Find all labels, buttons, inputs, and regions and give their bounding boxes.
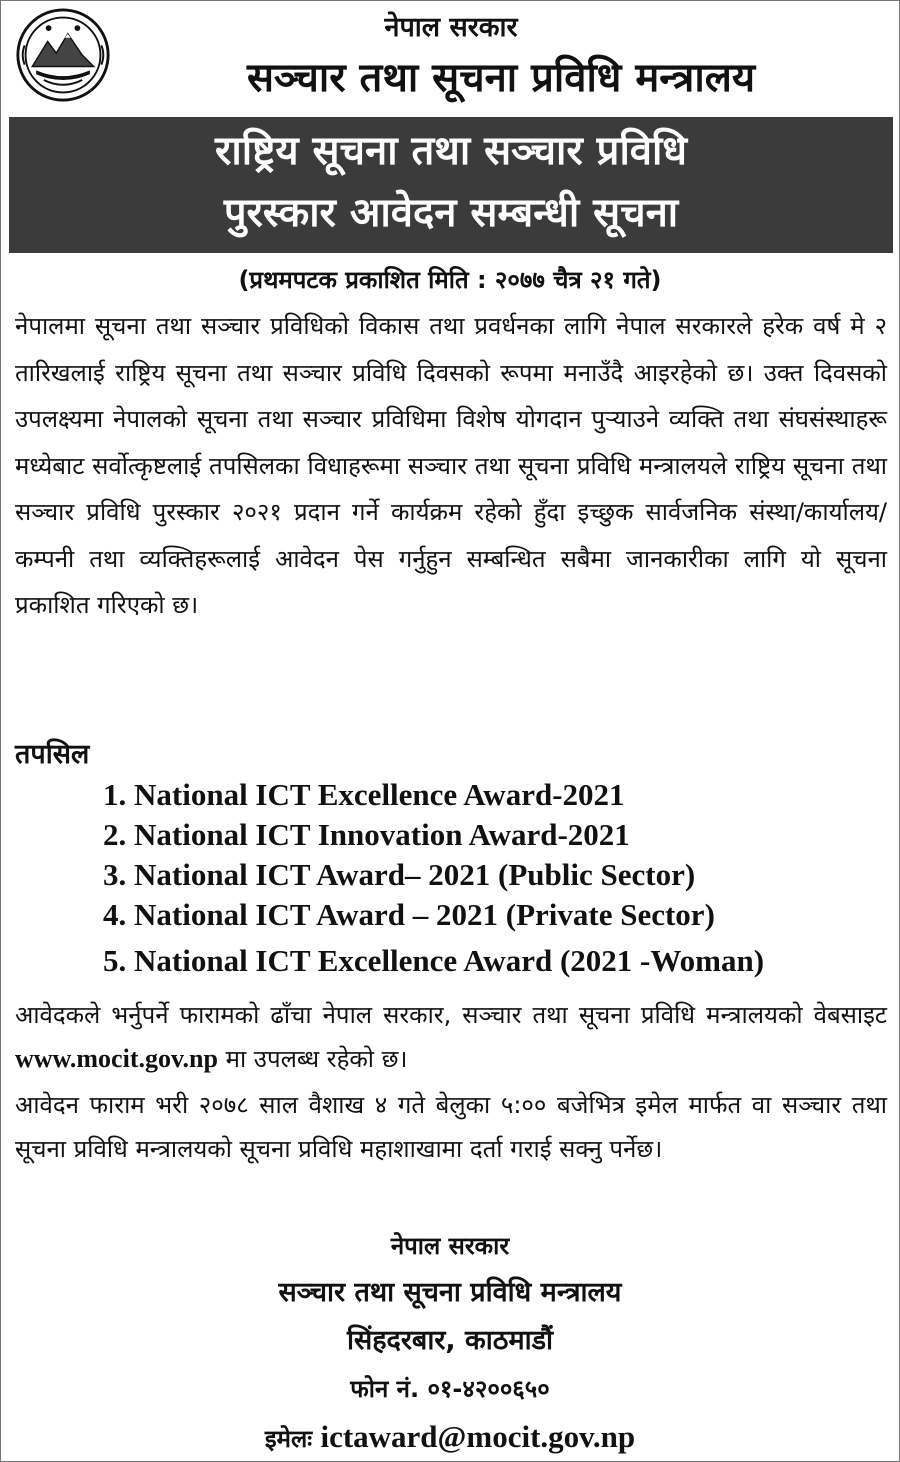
signature-address: सिंहदरबार, काठमाडौं xyxy=(346,1325,554,1356)
publication-date: (प्रथमपटक प्रकाशित मिति : २०७७ चैत्र २१ गते) xyxy=(238,266,662,294)
banner-title-line-2: पुरस्कार आवेदन सम्बन्धी सूचना xyxy=(223,190,679,236)
schedule-heading: तपसिल xyxy=(15,739,90,770)
award-item: 1. National ICT Excellence Award-2021 xyxy=(103,777,625,812)
award-item: 3. National ICT Award– 2021 (Public Sector) xyxy=(103,857,696,892)
title-banner xyxy=(9,117,893,253)
deadline-paragraph: आवेदन फाराम भरी २०७८ साल वैशाख ४ गते बेलुका ५:०० बजेभित्र इमेल मार्फत वा सञ्चार तथा सूचना प्रविधि मन्त्रालयको सूचना प्रविधि महाशाखामा दर्ता गराई सक्नु पर्नेछ। xyxy=(15,1091,887,1163)
email-link[interactable]: ictaward@mocit.gov.np xyxy=(320,1419,636,1454)
ministry-name: सञ्चार तथा सूचना प्रविधि मन्त्रालय xyxy=(246,55,756,101)
award-list xyxy=(103,775,764,981)
award-item: 4. National ICT Award – 2021 (Private Sector) xyxy=(103,897,715,932)
banner-title-line-1: राष्ट्रिय सूचना तथा सञ्चार प्रविधि xyxy=(214,128,688,174)
form-paragraph xyxy=(15,993,887,1081)
signature-ministry: सञ्चार तथा सूचना प्रविधि मन्त्रालय xyxy=(278,1277,622,1308)
form-paragraph-text: आवेदकले भर्नुपर्ने फारामको ढाँचा नेपाल सरकार, सञ्चार तथा सूचना प्रविधि मन्त्रालयको वेबसाइट xyxy=(15,1001,887,1029)
award-item: 5. National ICT Excellence Award (2021 -Woman) xyxy=(103,943,765,978)
website-link[interactable]: www.mocit.gov.np xyxy=(15,1044,218,1073)
signature-government: नेपाल सरकार xyxy=(390,1232,510,1260)
form-paragraph-text-end: मा उपलब्ध रहेको छ। xyxy=(217,1045,408,1073)
intro-paragraph: नेपालमा सूचना तथा सञ्चार प्रविधिको विकास तथा प्रवर्धनका लागि नेपाल सरकारले हरेक वर्ष मे २ तारिखलाई राष्ट्रिय सूचना तथा सञ्चार प्रविधि दिवसको रूपमा मनाउँदै आइरहेको छ। उक्त दिवसको उपलक्ष्यमा नेपालको सूचना तथा सञ्चार प्रविधिमा विशेष योगदान पुऱ्याउने व्यक्ति तथा संघसंस्थाहरू मध्येबाट सर्वोत्कृष्टलाई तपसिलका विधाहरूमा सञ्चार तथा सूचना प्रविधि मन्त्रालयले राष्ट्रिय सूचना तथा सञ्चार प्रविधि पुरस्कार २०२१ प्रदान गर्ने कार्यक्रम रहेको हुँदा इच्छुक सार्वजनिक संस्था/कार्यालय/कम्पनी तथा व्यक्तिहरूलाई आवेदन पेस गर्नुहुन सम्बन्धित सबैमा जानकारीका लागि यो सूचना प्रकाशित गरिएको छ। xyxy=(15,312,887,619)
notice-header xyxy=(1,1,900,115)
government-name: नेपाल सरकार xyxy=(384,12,518,43)
award-item: 2. National ICT Innovation Award-2021 xyxy=(103,817,630,852)
signature-phone: फोन नं. ०१-४२००६५० xyxy=(350,1375,550,1403)
email-label: इमेलः xyxy=(264,1425,313,1453)
signature-email xyxy=(1,1417,899,1459)
